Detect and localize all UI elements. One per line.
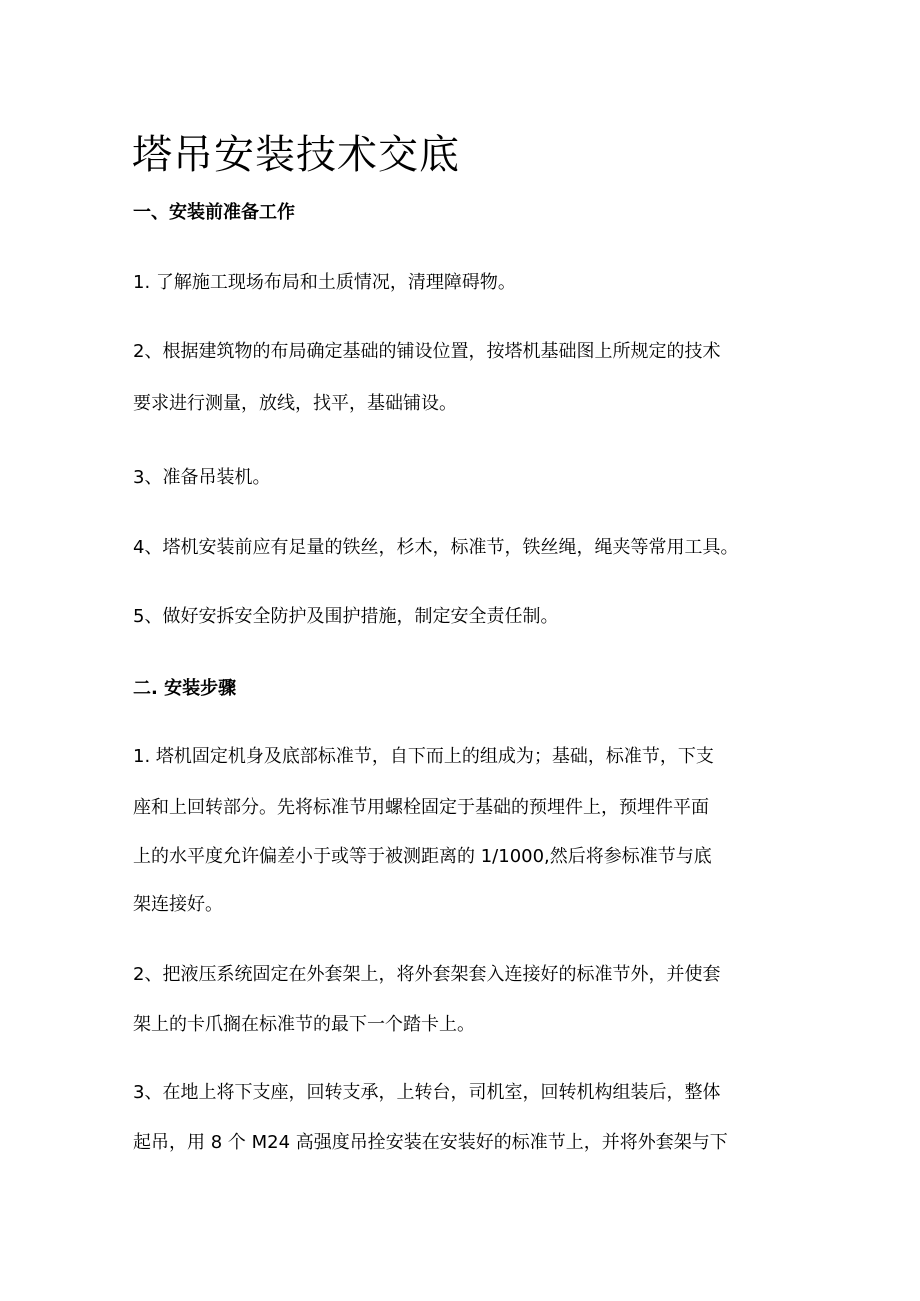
paragraph-line: 座和上回转部分。先将标准节用螺栓固定于基础的预埋件上，预埋件平面 — [133, 797, 709, 818]
paragraph-line: 4、塔机安装前应有足量的铁丝，杉木，标准节，铁丝绳，绳夹等常用工具。 — [133, 537, 739, 558]
paragraph-line: 3、准备吊装机。 — [133, 467, 271, 488]
paragraph-line: 1. 塔机固定机身及底部标准节，自下而上的组成为；基础，标准节，下支 — [133, 746, 714, 767]
paragraph-line: 3、在地上将下支座，回转支承，上转台，司机室，回转机构组装后，整体 — [133, 1082, 721, 1103]
paragraph-line: 1. 了解施工现场布局和土质情况，清理障碍物。 — [133, 272, 516, 293]
paragraph-line: 要求进行测量，放线，找平，基础铺设。 — [133, 393, 457, 414]
section-heading-preparation: 一、安装前准备工作 — [133, 202, 295, 223]
page-title: 塔吊安装技术交底 — [132, 132, 460, 178]
paragraph-line: 上的水平度允许偏差小于或等于被测距离的 1/1000,然后将参标准节与底 — [133, 846, 712, 867]
paragraph-line: 5、做好安拆安全防护及围护措施，制定安全责任制。 — [133, 606, 559, 627]
section-heading-installation-steps: 二. 安装步骤 — [133, 678, 237, 699]
paragraph-line: 起吊，用 8 个 M24 高强度吊拴安装在安装好的标准节上，并将外套架与下 — [133, 1132, 728, 1153]
paragraph-line: 2、根据建筑物的布局确定基础的铺设位置，按塔机基础图上所规定的技术 — [133, 341, 721, 362]
paragraph-line: 架上的卡爪搁在标准节的最下一个踏卡上。 — [133, 1014, 475, 1035]
paragraph-line: 2、把液压系统固定在外套架上，将外套架套入连接好的标准节外，并使套 — [133, 964, 721, 985]
paragraph-line: 架连接好。 — [133, 894, 223, 915]
